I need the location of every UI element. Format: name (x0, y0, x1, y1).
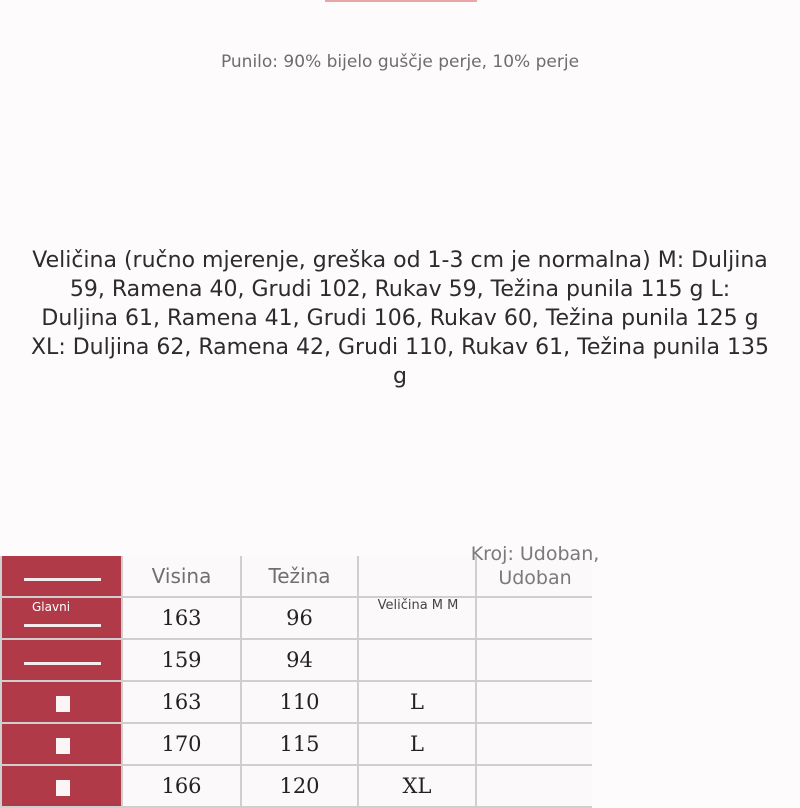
size-cell: L (359, 724, 475, 764)
height-cell: 163 (123, 598, 240, 638)
height-cell: 163 (123, 682, 240, 722)
bar-icon (24, 624, 101, 627)
main-label: Glavni (32, 600, 71, 614)
fit-cell (477, 766, 592, 806)
weight-cell: 110 (242, 682, 357, 722)
person-icon (56, 780, 70, 796)
fit-cell (477, 598, 592, 638)
row-icon-cell (2, 640, 121, 680)
row-icon-cell (2, 766, 121, 806)
table-row (0, 682, 592, 722)
top-accent-line (325, 0, 477, 2)
fit-cell (477, 640, 592, 680)
size-m-label: Veličina M M (377, 598, 459, 613)
bar-icon (24, 662, 101, 665)
size-cell: L (359, 682, 475, 722)
weight-cell: 120 (242, 766, 357, 806)
height-cell: 159 (123, 640, 240, 680)
height-cell: 170 (123, 724, 240, 764)
row-icon-cell (2, 682, 121, 722)
table-row (0, 598, 592, 638)
row-icon-cell (2, 724, 121, 764)
header-icon-cell (2, 556, 121, 596)
bar-icon (24, 578, 101, 581)
size-description: Veličina (ručno mjerenje, greška od 1-3 cm je normalna) M: Duljina 59, Ramena 40, Grudi 102, Rukav 59, Težina punila 115 g L: Duljina 61, Ramena 41, Grudi 106, Rukav 60, Težina punila 125 g XL: Duljina 62, Ramena 42, Grudi 110, Rukav 61, Težina punila 135 g (30, 248, 769, 389)
fit-label: Kroj: Udoban, Udoban (470, 543, 600, 589)
height-cell: 166 (123, 766, 240, 806)
row-icon-cell (2, 598, 121, 638)
weight-cell: 96 (242, 598, 357, 638)
fit-cell (477, 724, 592, 764)
person-icon (56, 696, 70, 712)
header-size (359, 556, 475, 596)
table-row (0, 640, 592, 680)
fit-cell (477, 682, 592, 722)
size-cell: XL (359, 766, 475, 806)
weight-cell: 115 (242, 724, 357, 764)
size-cell (359, 640, 475, 680)
size-table (0, 556, 592, 808)
person-icon (56, 738, 70, 754)
header-height: Visina (123, 556, 240, 596)
filling-text: Punilo: 90% bijelo guščje perje, 10% perje (220, 52, 580, 72)
table-row (0, 724, 592, 764)
header-weight: Težina (242, 556, 357, 596)
table-row (0, 766, 592, 806)
weight-cell: 94 (242, 640, 357, 680)
